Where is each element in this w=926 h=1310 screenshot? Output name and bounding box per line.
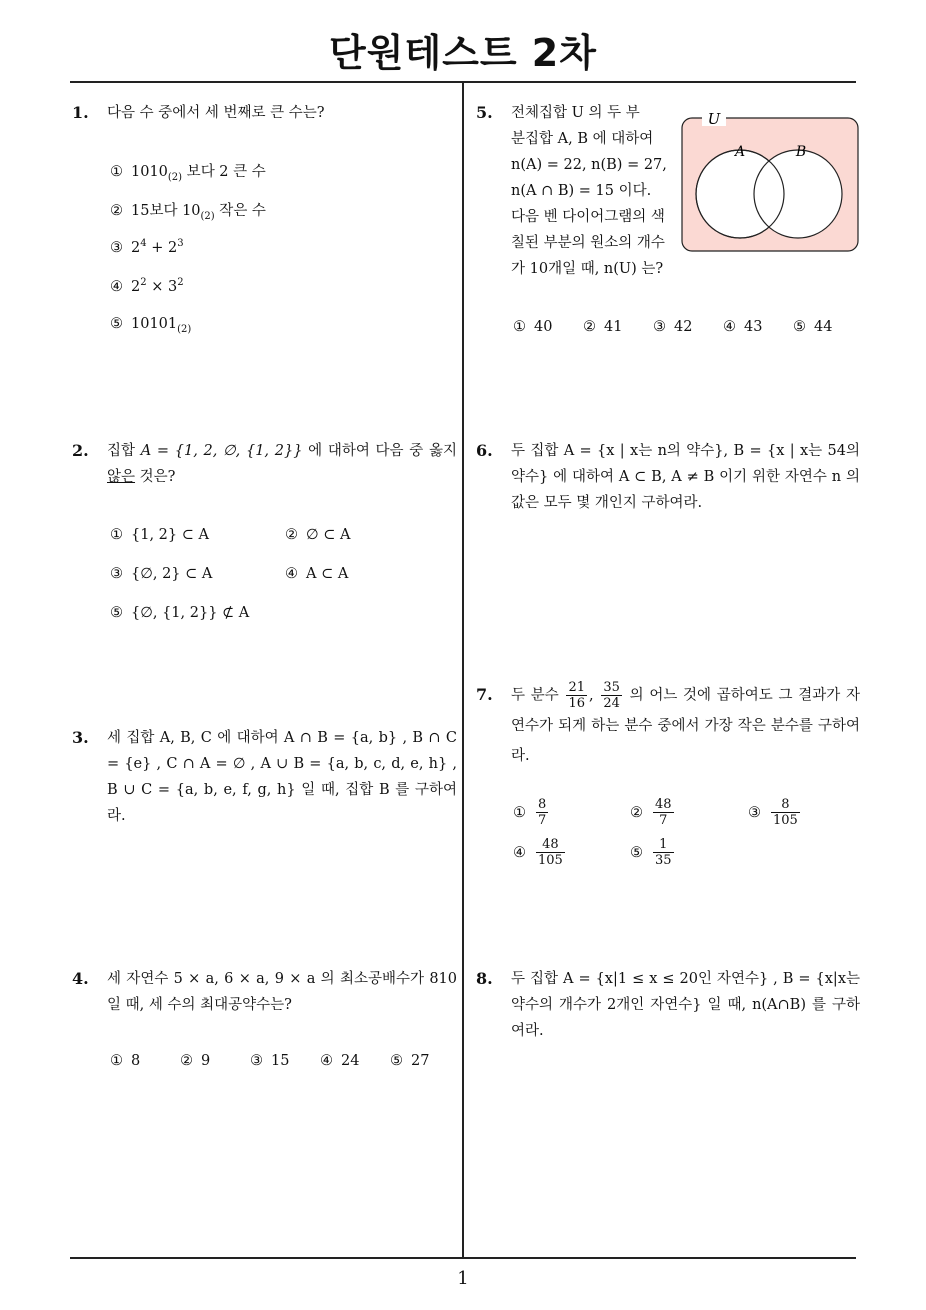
question-number: 2.: [72, 441, 89, 460]
question-number: 4.: [72, 969, 89, 988]
q4-choice-1[interactable]: ① 8: [110, 1053, 141, 1069]
question-3: [72, 725, 457, 829]
q1-choice-5[interactable]: ⑤ $10101_{(2)}$: [110, 316, 192, 335]
choice-marker: ④: [723, 319, 736, 335]
q7-choice-4[interactable]: ④ $\frac{48}{105}$: [513, 837, 563, 868]
question-number: 1.: [72, 103, 89, 122]
question-stem: 다음 수 중에서 세 번째로 큰 수는?: [107, 105, 325, 121]
question-number: 7.: [476, 685, 493, 704]
venn-diagram: [680, 108, 860, 253]
choice-marker: ④: [513, 844, 526, 861]
question-8: [476, 966, 860, 1044]
choice-marker: ⑤: [110, 316, 123, 332]
q1-choice-3[interactable]: ③ $2^4 + 2^3$: [110, 238, 184, 256]
set-b-label: B: [795, 144, 807, 160]
question-5: [476, 100, 676, 282]
question-number: 6.: [476, 441, 493, 460]
universe-label: U: [707, 110, 721, 128]
q2-choice-4[interactable]: ④ A ⊂ A: [285, 566, 349, 582]
question-stem: 두 집합 A = {x|1 ≤ x ≤ 20인 자연수} , B = {x|x는 약수의 개수가 2개인 자연수} 일 때, n(A∩B) 를 구하여라.: [511, 971, 860, 1039]
q5-choice-1[interactable]: ① 40: [513, 319, 553, 335]
q7-choice-5[interactable]: ⑤ $\frac{1}{35}$: [630, 837, 672, 868]
choice-marker: ⑤: [793, 319, 806, 335]
q2-choice-2[interactable]: ② ∅ ⊂ A: [285, 527, 351, 543]
set-a-label: A: [734, 144, 746, 160]
question-2: [72, 438, 457, 490]
choice-marker: ①: [110, 527, 123, 543]
choice-marker: ①: [110, 1053, 123, 1069]
q7-choice-1[interactable]: ① $\frac{8}{7}$: [513, 797, 547, 828]
choice-marker: ④: [110, 278, 123, 295]
q5-choice-2[interactable]: ② 41: [583, 319, 623, 335]
choice-marker: ⑤: [390, 1053, 403, 1069]
question-stem: 두 분수 $\frac{21}{16}$ , $\frac{35}{24}$ 의 어느 것에 곱하여도 그 결과가 자연수가 되게 하는 분수 중에서 가장 작은 분수를 구하여라.: [511, 680, 860, 764]
q7-choice-3[interactable]: ③ $\frac{8}{105}$: [748, 797, 798, 828]
question-1: [72, 100, 457, 126]
choice-marker: ①: [513, 804, 526, 821]
page-title: 단원테스트 2차: [329, 31, 597, 75]
q4-choice-4[interactable]: ④ 24: [320, 1053, 360, 1069]
q1-choice-4[interactable]: ④ $2^2 \times 3^2$: [110, 277, 184, 295]
choice-marker: ⑤: [110, 605, 123, 621]
question-stem: 집합 A = {1, 2, ∅, {1, 2}} 에 대하여 다음 중 옳지 않은 것은?: [107, 443, 457, 485]
question-number: 5.: [476, 103, 493, 122]
set-b-circle: [754, 150, 842, 238]
question-4: [72, 966, 457, 1018]
choice-marker: ②: [285, 527, 298, 543]
question-stem: 두 집합 A = {x | x는 n의 약수}, B = {x | x는 54의 약수} 에 대하여 A ⊂ B, A ≠ B 이기 위한 자연수 n 의 값은 모두 몇 개인지 구하여라.: [511, 443, 860, 511]
question-stem: 전체집합 U 의 두 부 분집합 A, B 에 대하여 n(A) = 22, n(B) = 27, n(A ∩ B) = 15 이다. 다음 벤 다이어그램의 색 칠된 부분의 원소의 개수 가 10개일 때, n(U) 는?: [511, 105, 667, 277]
q1-choice-2[interactable]: ② 15보다 $10_{(2)}$ 작은 수: [110, 203, 266, 222]
fraction: $\frac{21}{16}$: [568, 680, 585, 711]
choice-marker: ②: [180, 1053, 193, 1069]
choice-marker: ③: [653, 319, 666, 335]
q4-choice-3[interactable]: ③ 15: [250, 1053, 290, 1069]
question-stem: 세 자연수 5 × a, 6 × a, 9 × a 의 최소공배수가 810 일 때, 세 수의 최대공약수는?: [107, 971, 457, 1013]
question-6: [476, 438, 860, 516]
question-stem: 세 집합 A, B, C 에 대하여 A ∩ B = {a, b} , B ∩ C = {e} , C ∩ A = ∅ , A ∪ B = {a, b, c, d, e, h} , B ∪ C = {a, b, e, f, g, h} 일 때, 집합 B 를 구하여라.: [107, 730, 457, 824]
q2-choice-3[interactable]: ③ {∅, 2} ⊂ A: [110, 566, 213, 582]
choice-marker: ②: [110, 203, 123, 219]
choice-marker: ②: [630, 804, 643, 821]
q1-choice-1[interactable]: ① $1010_{(2)}$ 보다 2 큰 수: [110, 164, 266, 183]
bottom-rule: [70, 1257, 856, 1259]
choice-marker: ①: [513, 319, 526, 335]
choice-marker: ③: [110, 239, 123, 256]
choice-marker: ①: [110, 164, 123, 180]
choice-marker: ④: [285, 566, 298, 582]
choice-marker: ④: [320, 1053, 333, 1069]
fraction: $\frac{35}{24}$: [603, 680, 620, 711]
q5-choice-4[interactable]: ④ 43: [723, 319, 763, 335]
column-divider: [462, 83, 464, 1257]
q5-choice-5[interactable]: ⑤ 44: [793, 319, 833, 335]
choice-marker: ③: [250, 1053, 263, 1069]
choice-marker: ③: [748, 804, 761, 821]
q4-choice-2[interactable]: ② 9: [180, 1053, 211, 1069]
q2-choice-5[interactable]: ⑤ {∅, {1, 2}} ⊄ A: [110, 605, 250, 621]
q7-choice-2[interactable]: ② $\frac{48}{7}$: [630, 797, 672, 828]
page-number: 1: [457, 1268, 469, 1289]
choice-marker: ⑤: [630, 844, 643, 861]
question-number: 3.: [72, 728, 89, 747]
choice-marker: ③: [110, 566, 123, 582]
q5-choice-3[interactable]: ③ 42: [653, 319, 693, 335]
question-7: [476, 680, 860, 771]
q4-choice-5[interactable]: ⑤ 27: [390, 1053, 430, 1069]
question-number: 8.: [476, 969, 493, 988]
q2-choice-1[interactable]: ① {1, 2} ⊂ A: [110, 527, 209, 543]
choice-marker: ②: [583, 319, 596, 335]
